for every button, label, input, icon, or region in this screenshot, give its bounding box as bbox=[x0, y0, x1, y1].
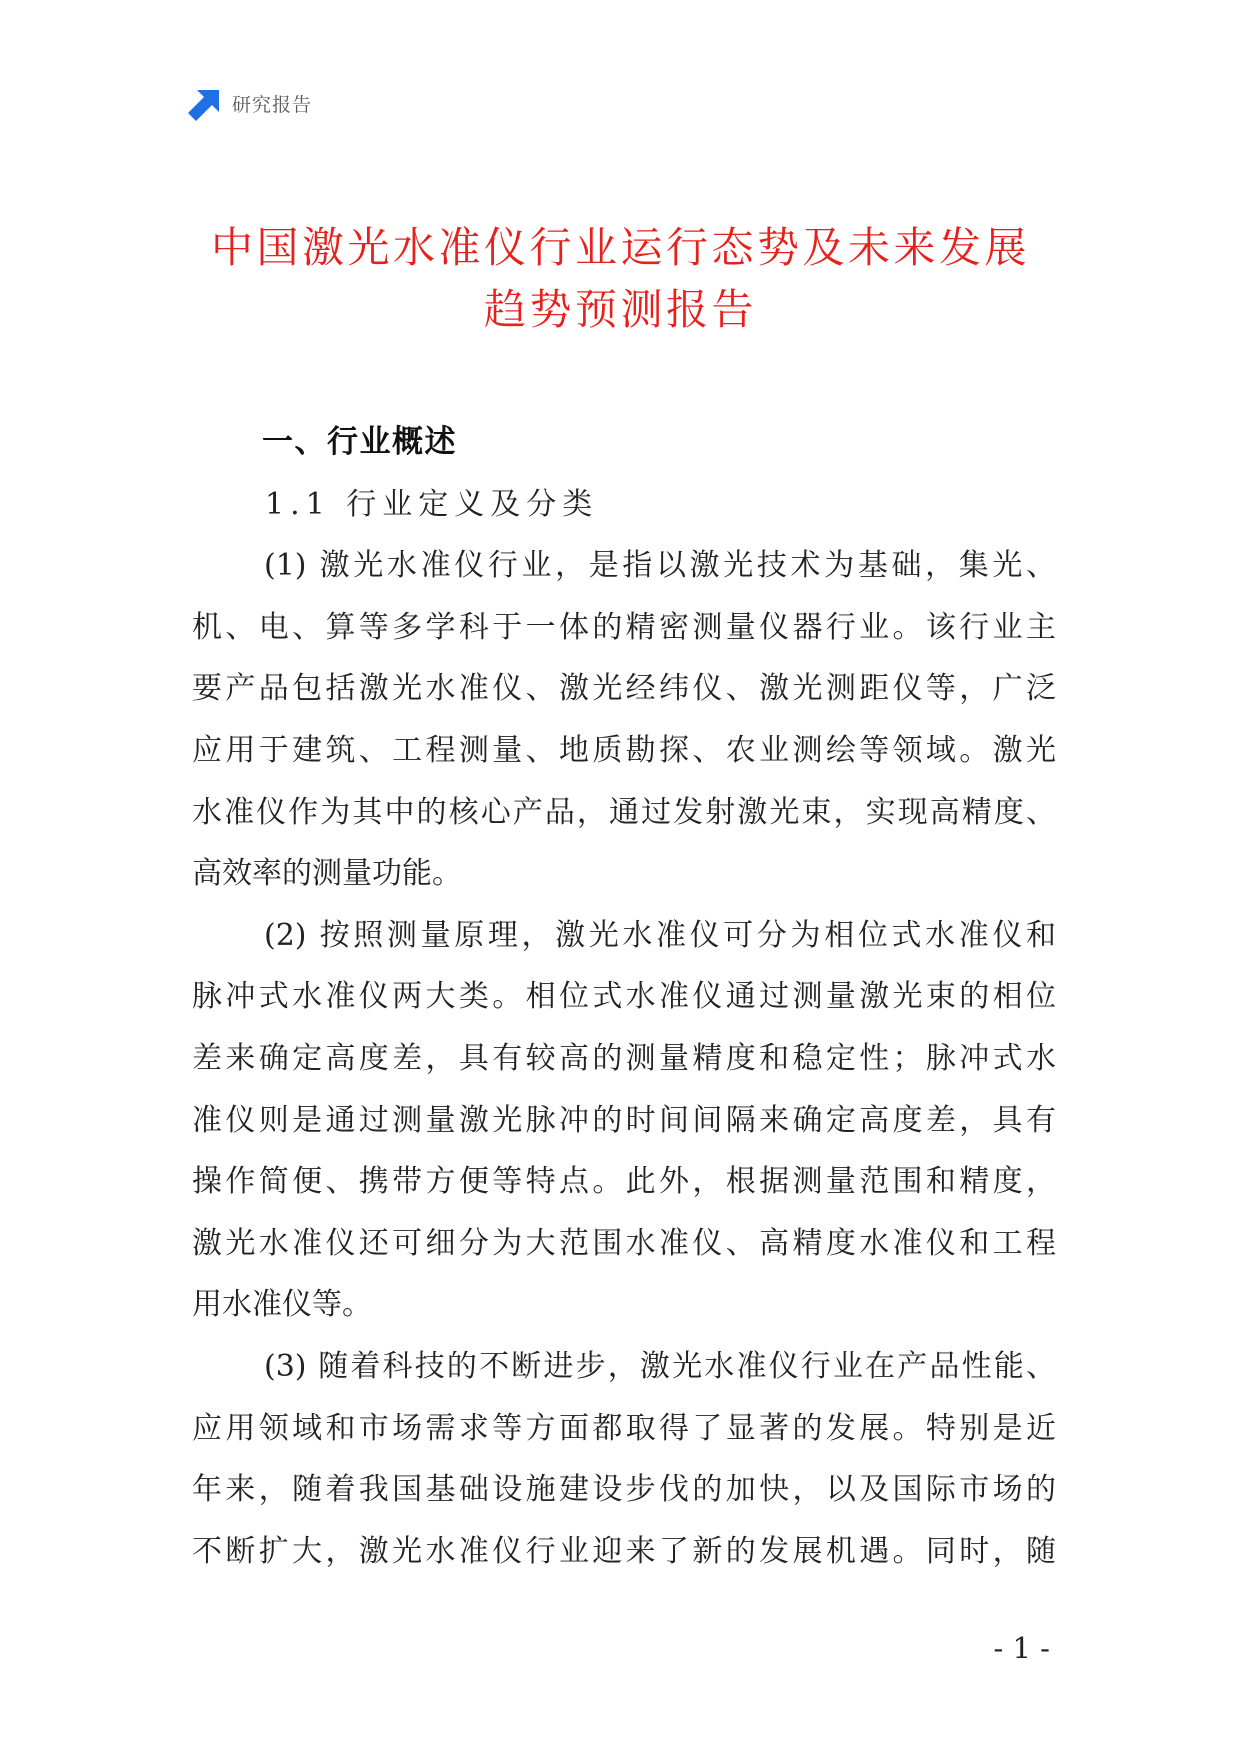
report-header bbox=[188, 89, 312, 121]
paragraph-line: 水准仪作为其中的核心产品，通过发射激光束，实现高精度、 bbox=[192, 794, 1056, 830]
arrow-up-right-icon bbox=[188, 89, 220, 121]
paragraph-3 bbox=[192, 1336, 1056, 1582]
paragraph-line: 应用于建筑、工程测量、地质勘探、农业测绘等领域。激光 bbox=[192, 732, 1056, 768]
title-line: 中国激光水准仪行业运行态势及未来发展 bbox=[210, 223, 1030, 272]
paragraph-line: 要产品包括激光水准仪、激光经纬仪、激光测距仪等，广泛 bbox=[192, 671, 1056, 707]
paragraph-line: 机、电、算等多学科于一体的精密测量仪器行业。该行业主 bbox=[192, 609, 1056, 645]
header-label: 研究报告 bbox=[232, 94, 313, 116]
paragraph-line: (3) 随着科技的不断进步，激光水准仪行业在产品性能、 bbox=[264, 1348, 1056, 1384]
paragraph-line: 激光水准仪还可细分为大范围水准仪、高精度水准仪和工程 bbox=[192, 1225, 1056, 1261]
paragraph-2 bbox=[192, 905, 1056, 1336]
paragraph-line: 高效率的测量功能。 bbox=[192, 856, 462, 892]
paragraph-line: 不断扩大，激光水准仪行业迎来了新的发展机遇。同时，随 bbox=[192, 1533, 1056, 1569]
paragraph-line: (1) 激光水准仪行业，是指以激光技术为基础，集光、 bbox=[264, 548, 1056, 584]
report-title bbox=[0, 217, 1241, 341]
paragraph-line: 脉冲式水准仪两大类。相位式水准仪通过测量激光束的相位 bbox=[192, 979, 1056, 1015]
document-body bbox=[192, 412, 1056, 1582]
page-number: - 1 - bbox=[993, 1631, 1050, 1665]
paragraph-line: 年来，随着我国基础设施建设步伐的加快，以及国际市场的 bbox=[192, 1472, 1056, 1508]
paragraph-line: 差来确定高度差，具有较高的测量精度和稳定性；脉冲式水 bbox=[192, 1040, 1056, 1076]
section-heading: 一、行业概述 bbox=[262, 424, 457, 460]
title-line: 趋势预测报告 bbox=[483, 285, 757, 334]
paragraph-line: 应用领域和市场需求等方面都取得了显著的发展。特别是近 bbox=[192, 1410, 1056, 1446]
paragraph-1 bbox=[192, 535, 1056, 905]
subsection-heading: 1.1 行业定义及分类 bbox=[265, 486, 599, 522]
paragraph-line: (2) 按照测量原理，激光水准仪可分为相位式水准仪和 bbox=[264, 917, 1056, 953]
paragraph-line: 准仪则是通过测量激光脉冲的时间间隔来确定高度差，具有 bbox=[192, 1102, 1056, 1138]
paragraph-line: 操作简便、携带方便等特点。此外，根据测量范围和精度， bbox=[192, 1164, 1056, 1200]
paragraph-line: 用水准仪等。 bbox=[192, 1287, 372, 1323]
